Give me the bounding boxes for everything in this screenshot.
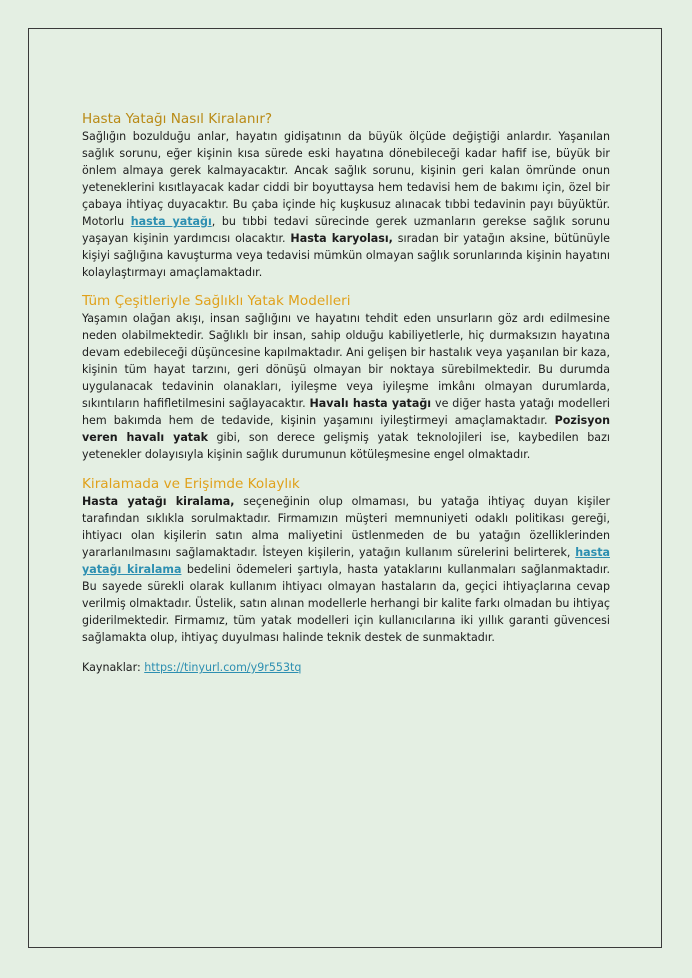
sources-label: Kaynaklar: <box>82 661 145 674</box>
heading-kiralamada-kolaylik: Kiralamada ve Erişimde Kolaylık <box>82 476 300 492</box>
link-hasta-yatagi-kiralama[interactable]: hasta yatağı kiralama <box>82 546 610 576</box>
heading-yatak-modelleri: Tüm Çeşitleriyle Sağlıklı Yatak Modelleri <box>82 293 351 309</box>
sources-line <box>82 659 610 676</box>
bold-hasta-yatagi-kiralama: Hasta yatağı kiralama, <box>82 495 235 508</box>
paragraph-1: Sağlığın bozulduğu anlar, hayatın gidişatının da büyük ölçüde değiştiği anlardır. Yaşanılan sağlık sorunu, eğer kişinin kısa sürede eski hayatına dönebileceği kadar hafif ise, büyük bir önlem almaya gerek kalmayacaktır. Ancak sağlık sorunu, kişinin geri kalan ömründe onun yeteneklerini kısıtlayacak kadar ciddi bir boyuttaysa hem tedavisi hem de bakımı için, özel bir çabaya ihtiyaç duyacaktır. Bu çaba içinde hiç kuşkusuz alınacak tıbbi tedavinin payı büyüktür. Motorlu hasta yatağı, bu tıbbi tedavi sürecinde gerek uzmanların gerekse sağlık sorunu yaşayan kişinin yardımcısı olacaktır. Hasta karyolası, sıradan bir yatağın aksine, bütünüyle kişiyi sağlığına kavuşturma veya tedavisi mümkün olmayan sağlık sorunlarında kişinin hayatını kolaylaştırmayı amaçlamaktadır. <box>82 130 610 279</box>
bold-pozisyon-veren: Pozisyon veren havalı yatak <box>82 414 610 444</box>
heading-nasil-kiralanir: Hasta Yatağı Nasıl Kiralanır? <box>82 111 273 127</box>
bold-havali-hasta-yatagi: Havalı hasta yatağı <box>309 397 432 410</box>
paragraph-3: Hasta yatağı kiralama, seçeneğinin olup olmaması, bu yatağa ihtiyaç duyan kişiler tarafından sıklıkla sorulmaktadır. Firmamızın müşteri memnuniyeti odaklı politikası gereği, ihtiyacı olan kişilerin satın alma maliyetini üstlenmeden de bu yatağın özelliklerinden yararlanılmasını sağlamaktadır. İsteyen kişilerin, yatağın kullanım sürelerini belirterek, hasta yatağı kiralama bedelini ödemeleri şartıyla, hasta yataklarını kullanmaları sağlanmaktadır. Bu sayede sürekli olarak kullanım ihtiyacı olmayan hastaların da, geçici ihtiyaçlarına cevap verilmiş olmaktadır. Üstelik, satın alınan modellerle herhangi bir kalite farkı olmadan bu ihtiyaç giderilmektedir. Firmamız, tüm yatak modelleri için kullanıcılarına iki yıllık garanti güvencesi sağlamakta olup, ihtiyaç duyulması halinde teknik destek de sunmaktadır. <box>82 495 611 644</box>
article <box>82 110 610 676</box>
bold-hasta-karyolasi: Hasta karyolası, <box>290 232 393 245</box>
source-link[interactable]: https://tinyurl.com/y9r553tq <box>144 661 302 674</box>
link-hasta-yatagi[interactable]: hasta yatağı <box>130 215 212 228</box>
paragraph-2: Yaşamın olağan akışı, insan sağlığını ve hayatını tehdit eden unsurların göz ardı edilmesine neden olabilmektedir. Sağlıklı bir insan, sahip olduğu kabiliyetlerle, hiç durmaksızın hayatına devam edebileceği düşüncesine kapılmaktadır. Ani gelişen bir hastalık veya yaşanılan bir kaza, kişinin tüm hayat tarzını, geri dönüşü olmayan bir noktaya sürebilmektedir. Bu durumda uygulanacak tedavinin olanakları, iyileşme veya iyileşme imkânı olmayan durumlarda, sıkıntıların hafifletilmesini sağlayacaktır. Havalı hasta yatağı ve diğer hasta yatağı modelleri hem bakımda hem de tedavide, kişinin yaşamını iyileştirmeyi amaçlamaktadır. Pozisyon veren havalı yatak gibi, son derece gelişmiş yatak teknolojileri ise, kaybedilen bazı yetenekler dolayısıyla kişinin sağlık durumunun kötüleşmesine engel olmaktadır. <box>82 312 611 461</box>
